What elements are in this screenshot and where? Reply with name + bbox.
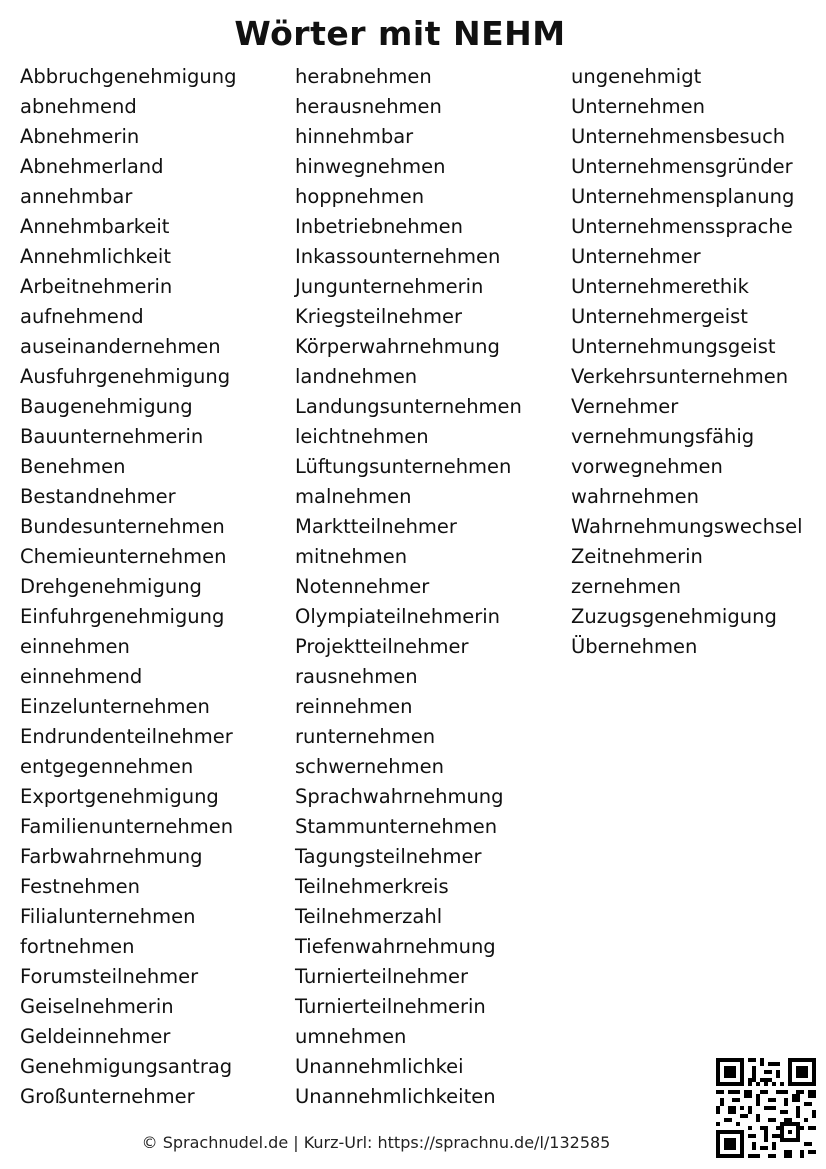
word-item: vorwegnehmen xyxy=(571,455,723,478)
word-item: Sprachwahrnehmung xyxy=(295,785,504,808)
word-item: Annehmbarkeit xyxy=(20,215,170,238)
word-item: landnehmen xyxy=(295,365,418,388)
word-item: Großunternehmer xyxy=(20,1085,195,1108)
word-item: Einzelunternehmen xyxy=(20,695,210,718)
word-item: Verkehrsunternehmen xyxy=(571,365,789,388)
word-item: malnehmen xyxy=(295,485,412,508)
word-item: Endrundenteilnehmer xyxy=(20,725,233,748)
word-column-3 xyxy=(571,62,803,662)
word-item: Unternehmergeist xyxy=(571,305,748,328)
word-item: Genehmigungsantrag xyxy=(20,1055,233,1078)
word-item: Vernehmer xyxy=(571,395,679,418)
word-item: Geiselnehmerin xyxy=(20,995,174,1018)
word-item: leichtnehmen xyxy=(295,425,429,448)
word-item: Drehgenehmigung xyxy=(20,575,202,598)
word-item: Turnierteilnehmer xyxy=(295,965,468,988)
word-item: Zeitnehmerin xyxy=(571,545,703,568)
word-item: umnehmen xyxy=(295,1025,407,1048)
word-item: hinwegnehmen xyxy=(295,155,446,178)
word-item: Unternehmer xyxy=(571,245,701,268)
word-item: schwernehmen xyxy=(295,755,444,778)
word-item: Unternehmen xyxy=(571,95,706,118)
word-item: einnehmend xyxy=(20,665,143,688)
word-item: Familienunternehmen xyxy=(20,815,234,838)
word-item: Chemieunternehmen xyxy=(20,545,227,568)
word-item: entgegennehmen xyxy=(20,755,194,778)
word-item: Benehmen xyxy=(20,455,126,478)
word-item: Geldeinnehmer xyxy=(20,1025,171,1048)
word-item: fortnehmen xyxy=(20,935,135,958)
word-item: Jungunternehmerin xyxy=(295,275,484,298)
word-column-1 xyxy=(20,62,237,1112)
word-item: Bauunternehmerin xyxy=(20,425,204,448)
word-item: Körperwahrnehmung xyxy=(295,335,500,358)
word-item: wahrnehmen xyxy=(571,485,699,508)
word-item: hinnehmbar xyxy=(295,125,414,148)
word-item: Landungsunternehmen xyxy=(295,395,522,418)
word-item: Unternehmerethik xyxy=(571,275,749,298)
word-item: Filialunternehmen xyxy=(20,905,196,928)
word-item: Einfuhrgenehmigung xyxy=(20,605,225,628)
word-item: Olympiateilnehmerin xyxy=(295,605,501,628)
word-item: herausnehmen xyxy=(295,95,442,118)
word-item: ungenehmigt xyxy=(571,65,702,88)
word-item: Teilnehmerzahl xyxy=(295,905,443,928)
word-item: zernehmen xyxy=(571,575,681,598)
word-item: Annehmlichkeit xyxy=(20,245,171,268)
page-title: Wörter mit NEHM xyxy=(234,14,566,53)
word-item: Baugenehmigung xyxy=(20,395,193,418)
word-item: Wahrnehmungswechsel xyxy=(571,515,803,538)
word-item: Unannehmlichkeiten xyxy=(295,1085,496,1108)
word-item: Bundesunternehmen xyxy=(20,515,225,538)
footer-credit: © Sprachnudel.de | Kurz-Url: https://sprachnu.de/l/132585 xyxy=(141,1133,611,1152)
word-item: Inbetriebnehmen xyxy=(295,215,464,238)
word-item: Unternehmenssprache xyxy=(571,215,793,238)
word-item: abnehmend xyxy=(20,95,137,118)
word-item: reinnehmen xyxy=(295,695,413,718)
word-item: Inkassounternehmen xyxy=(295,245,501,268)
word-item: Teilnehmerkreis xyxy=(295,875,449,898)
word-item: annehmbar xyxy=(20,185,133,208)
word-item: rausnehmen xyxy=(295,665,418,688)
word-item: Projektteilnehmer xyxy=(295,635,469,658)
word-item: Abbruchgenehmigung xyxy=(20,65,237,88)
word-item: Notennehmer xyxy=(295,575,430,598)
word-item: aufnehmend xyxy=(20,305,144,328)
word-item: Tiefenwahrnehmung xyxy=(295,935,496,958)
word-item: Unternehmensgründer xyxy=(571,155,793,178)
word-item: einnehmen xyxy=(20,635,130,658)
word-item: herabnehmen xyxy=(295,65,432,88)
word-column-2 xyxy=(295,62,522,1112)
word-item: Unternehmungsgeist xyxy=(571,335,776,358)
word-item: Stammunternehmen xyxy=(295,815,498,838)
word-item: mitnehmen xyxy=(295,545,408,568)
word-item: Forumsteilnehmer xyxy=(20,965,199,988)
word-item: Übernehmen xyxy=(571,635,698,658)
word-item: vernehmungsfähig xyxy=(571,425,755,448)
word-item: Marktteilnehmer xyxy=(295,515,457,538)
word-item: Lüftungsunternehmen xyxy=(295,455,512,478)
word-item: Festnehmen xyxy=(20,875,141,898)
word-item: Abnehmerin xyxy=(20,125,140,148)
word-item: Abnehmerland xyxy=(20,155,164,178)
word-item: Kriegsteilnehmer xyxy=(295,305,462,328)
word-item: auseinandernehmen xyxy=(20,335,221,358)
word-item: Exportgenehmigung xyxy=(20,785,219,808)
word-item: Zuzugsgenehmigung xyxy=(571,605,777,628)
word-item: Turnierteilnehmerin xyxy=(295,995,486,1018)
word-item: Bestandnehmer xyxy=(20,485,176,508)
qr-code-icon xyxy=(716,1058,816,1158)
word-item: Arbeitnehmerin xyxy=(20,275,173,298)
word-item: Unternehmensplanung xyxy=(571,185,795,208)
word-item: Ausfuhrgenehmigung xyxy=(20,365,231,388)
word-item: Unternehmensbesuch xyxy=(571,125,786,148)
word-item: Farbwahrnehmung xyxy=(20,845,203,868)
word-item: hoppnehmen xyxy=(295,185,425,208)
word-item: runternehmen xyxy=(295,725,436,748)
word-item: Tagungsteilnehmer xyxy=(295,845,482,868)
word-item: Unannehmlichkei xyxy=(295,1055,464,1078)
